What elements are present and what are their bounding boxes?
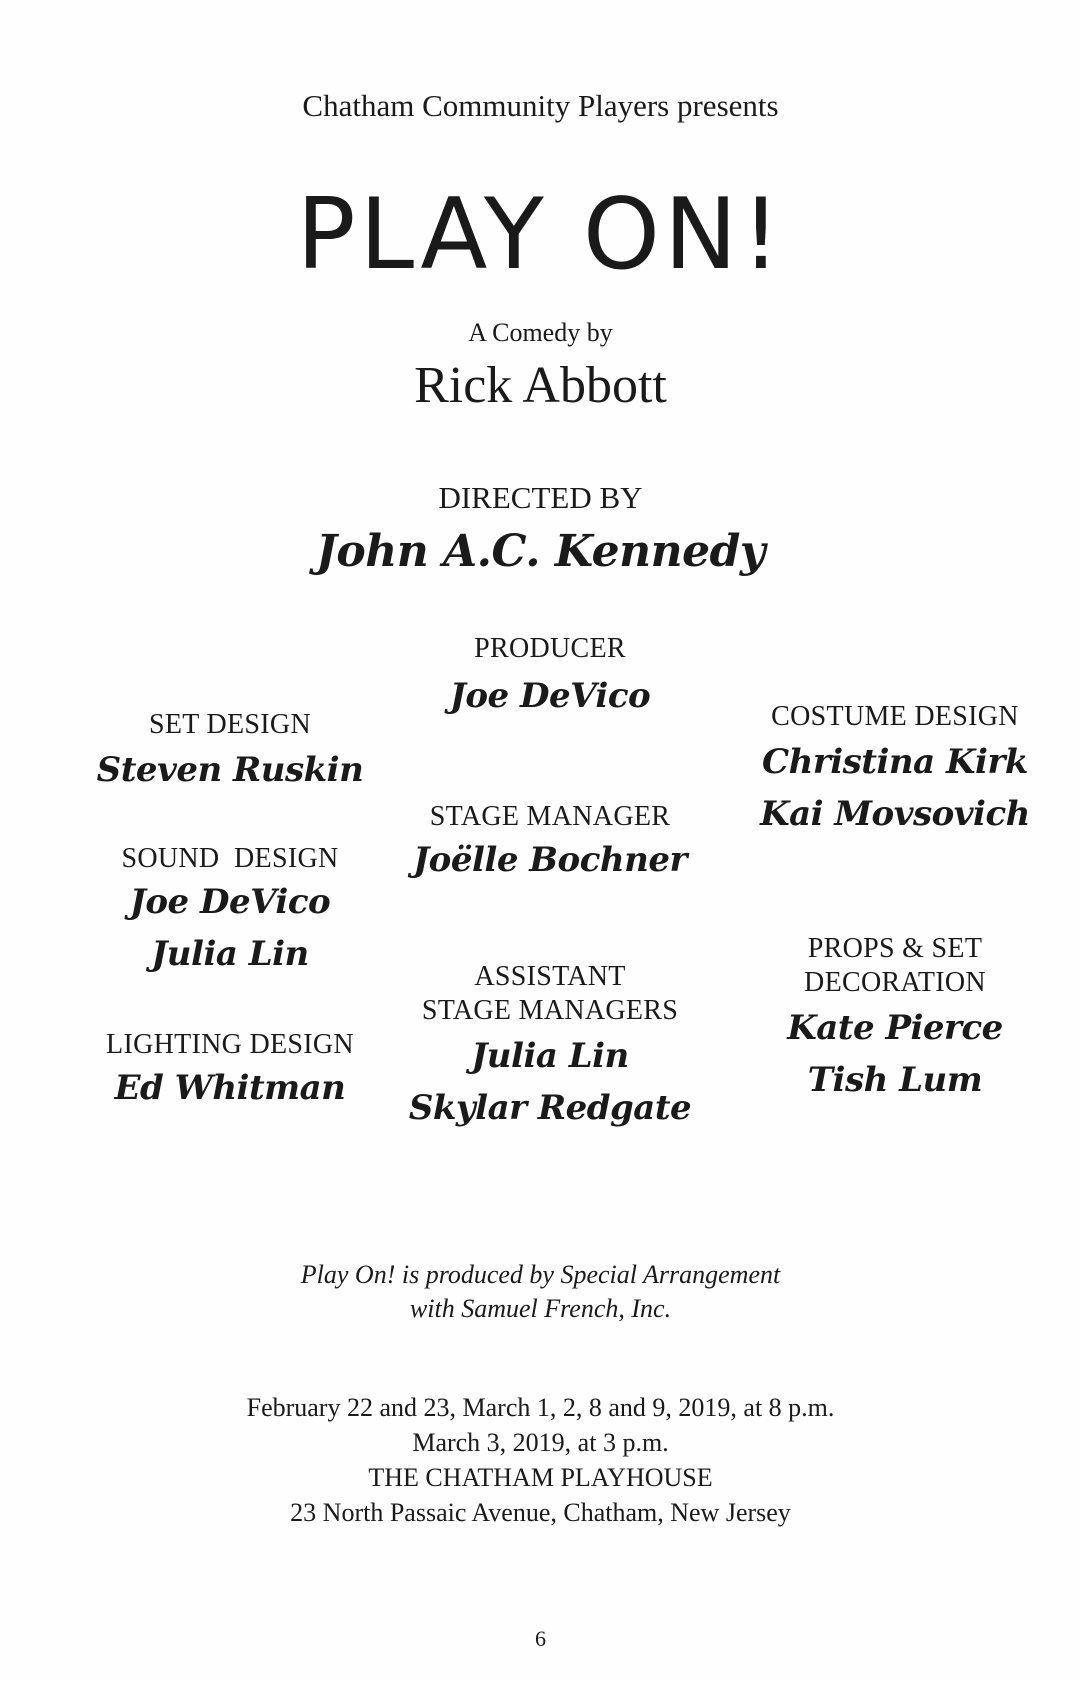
venue-address: 23 North Passaic Avenue, Chatham, New Jersey [290,1498,791,1527]
producer-label: PRODUCER [474,633,626,664]
arrangement-line: with Samuel French, Inc. [409,1294,672,1323]
props-label [760,932,1030,1000]
asm-label-line: STAGE MANAGERS [421,995,679,1026]
performance-dates: March 3, 2019, at 3 p.m. [412,1428,669,1457]
set-design-name: Steven Ruskin [96,750,364,790]
directed-by-label: DIRECTED BY [438,480,643,515]
asm-name: Skylar Redgate [408,1088,692,1128]
props-label-line: PROPS & SET [807,933,983,964]
arrangement-line: Play On! is produced by Special Arrangement [300,1260,781,1289]
costume-design-name: Kai Movsovich [760,794,1030,834]
costume-design-label: COSTUME DESIGN [771,701,1019,732]
costume-design-names [745,736,1045,840]
stage-manager-label: STAGE MANAGER [429,801,671,832]
asm-name: Julia Lin [471,1036,629,1076]
props-label-line: DECORATION [804,967,986,998]
sound-design-name: Julia Lin [151,934,309,974]
sound-design-name: Joe DeVico [129,882,331,922]
performance-info [0,1390,1081,1530]
assistant-stage-managers-label [400,960,700,1028]
lighting-design-name: Ed Whitman [114,1068,346,1108]
assistant-stage-managers-names [390,1030,710,1134]
venue-name: THE CHATHAM PLAYHOUSE [368,1463,713,1492]
arrangement-note [0,1258,1081,1326]
props-name: Kate Pierce [787,1008,1003,1048]
props-names [760,1002,1030,1106]
props-name: Tish Lum [807,1060,983,1100]
producer-name: Joe DeVico [449,676,651,716]
stage-manager-name: Joëlle Bochner [413,840,687,880]
presenter-line: Chatham Community Players presents [302,88,779,123]
lighting-design-label: LIGHTING DESIGN [106,1029,354,1060]
sound-design-names [80,876,380,980]
performance-dates: February 22 and 23, March 1, 2, 8 and 9, 2019, at 8 p.m. [246,1393,835,1422]
author-name: Rick Abbott [414,357,667,414]
director-name: John A.C. Kennedy [316,526,765,577]
set-design-label: SET DESIGN [149,709,311,740]
play-title: PLAY ON! [296,178,785,292]
asm-label-line: ASSISTANT [474,961,626,992]
sound-design-label: SOUND DESIGN [121,843,339,874]
costume-design-name: Christina Kirk [762,742,1028,782]
comedy-by-label: A Comedy by [468,318,613,347]
page-number: 6 [535,1626,546,1651]
